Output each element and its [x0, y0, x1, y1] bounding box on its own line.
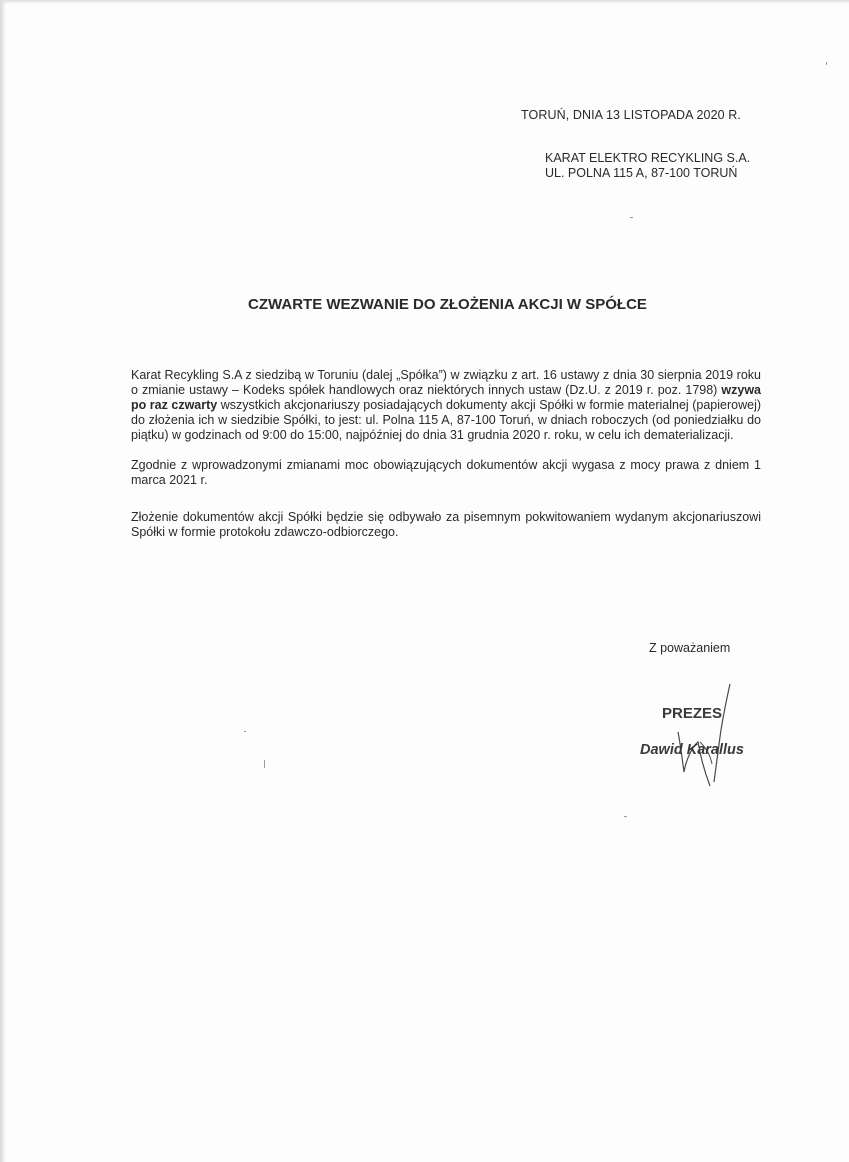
paragraph-summons-emphasis: wzywa po raz czwarty [131, 383, 761, 412]
scan-speck [630, 217, 633, 218]
scan-speck [264, 760, 265, 768]
signatory-name: Dawid Karallus [640, 742, 744, 758]
scan-speck [826, 62, 827, 65]
signatory-role: PREZES [662, 705, 723, 722]
company-name: KARAT ELEKTRO RECYKLING S.A. [545, 151, 751, 165]
handwritten-signature [660, 682, 750, 792]
paragraph-receipt: Złożenie dokumentów akcji Spółki będzie się odbywało za pisemnym pokwitowaniem wydanym akcjonariuszowi Spółki w formie protokołu zdawczo-odbiorczego. [131, 510, 761, 539]
document-title: CZWARTE WEZWANIE DO ZŁOŻENIA AKCJI W SPÓŁCE [248, 296, 647, 313]
document-body [131, 368, 761, 562]
closing-salutation: Z poważaniem [649, 641, 731, 655]
paragraph-summons-text-2: wszystkich akcjonariuszy posiadających dokumenty akcji Spółki w formie materialnej (papierowej) do złożenia ich w siedzibie Spółki, to jest: ul. Polna 115 A, 87-100 Toruń, w dniach roboczych (od poniedziałku do piątku) w godzinach od 9:00 do 15:00, najpóźniej do dnia 31 grudnia 2020 r. roku, w celu ich dematerializacji. [131, 398, 762, 442]
paragraph-expiry: Zgodnie z wprowadzonymi zmianami moc obowiązujących dokumentów akcji wygasa z mocy prawa z dniem 1 marca 2021 r. [131, 458, 761, 487]
paragraph-summons [131, 368, 761, 443]
scan-edge-top [0, 0, 849, 4]
company-street: UL. POLNA 115 A, 87-100 TORUŃ [545, 166, 738, 180]
scan-edge [0, 0, 6, 1162]
scan-speck [624, 816, 627, 817]
date-line: TORUŃ, DNIA 13 LISTOPADA 2020 R. [521, 108, 741, 122]
scan-speck [244, 731, 246, 732]
recipient-address [545, 151, 750, 181]
paragraph-summons-text-1: Karat Recykling S.A z siedzibą w Toruniu (dalej „Spółka”) w związku z art. 16 ustawy z dnia 30 sierpnia 2019 roku o zmianie ustawy – Kodeks spółek handlowych oraz niektórych innych ustaw (Dz.U. z 2019 r. poz. 1798) [131, 368, 761, 397]
